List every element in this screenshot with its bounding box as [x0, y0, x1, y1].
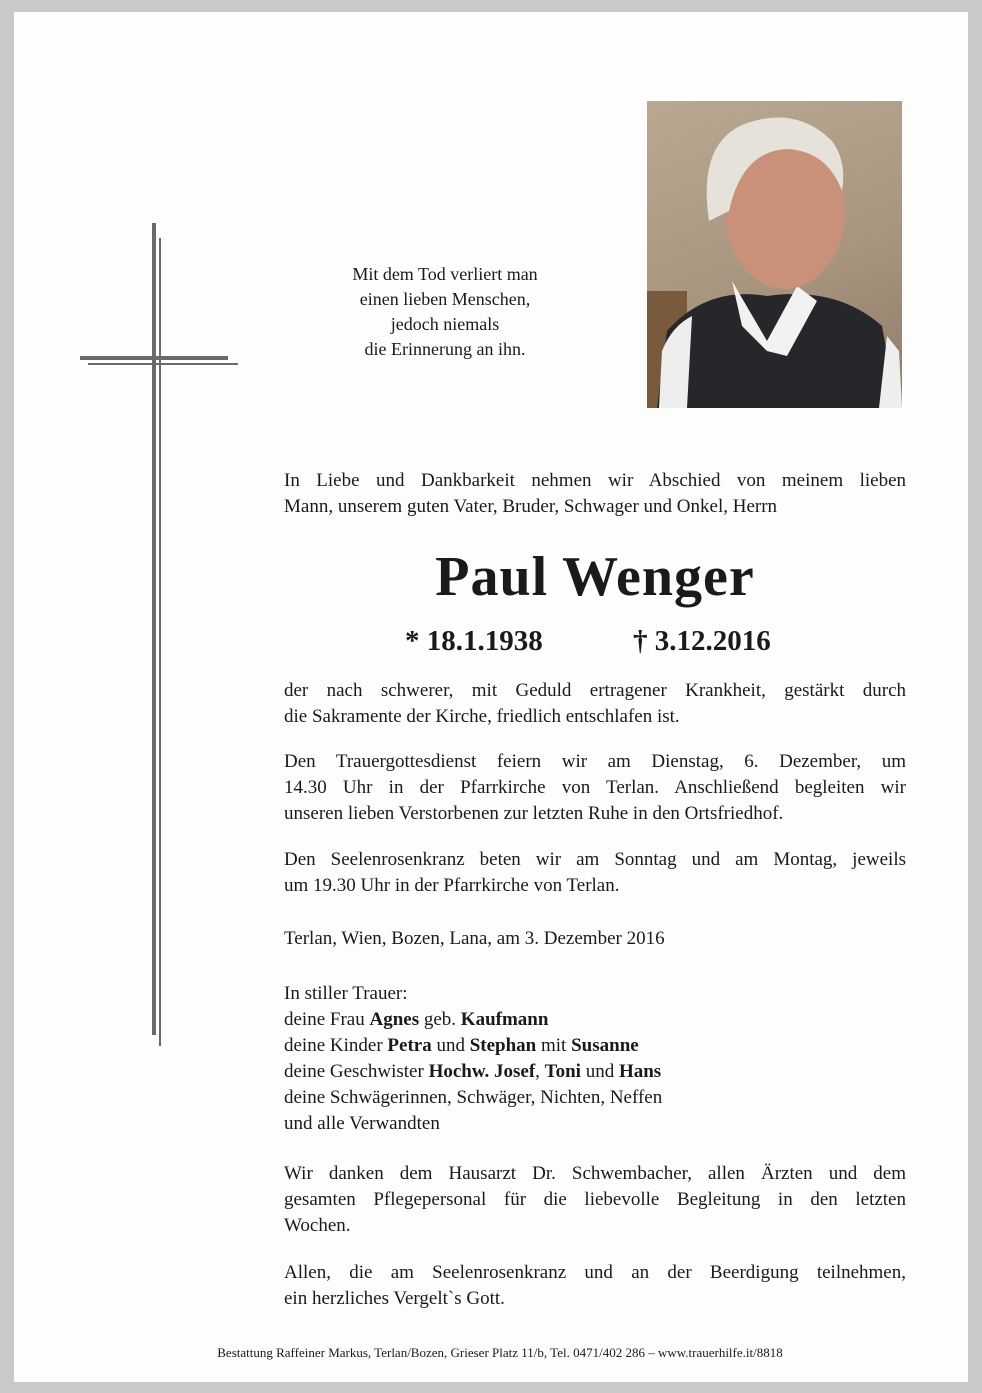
- paragraph-illness: [284, 678, 906, 730]
- funeral-home-footer: Bestattung Raffeiner Markus, Terlan/Bozen, Grieser Platz 11/b, Tel. 0471/402 286 – www.trauerhilfe.it/8818: [217, 1345, 783, 1360]
- text-line: Wochen.: [284, 1215, 351, 1236]
- quote-line: jedoch niemals: [390, 314, 500, 334]
- paragraph-rosary: [284, 847, 906, 899]
- text: deine Geschwister: [284, 1061, 429, 1082]
- birth-date: * 18.1.1938: [405, 625, 543, 657]
- portrait-photo: [647, 101, 902, 408]
- name: Agnes: [369, 1009, 420, 1030]
- name: Petra: [387, 1035, 432, 1056]
- text: deine Kinder: [284, 1035, 388, 1056]
- memorial-quote: [300, 262, 590, 362]
- text-line: 14.30 Uhr in der Pfarrkirche von Terlan. Anschließend begleiten wir: [284, 777, 906, 798]
- text-line: Den Seelenrosenkranz beten wir am Sonntag und am Montag, jeweils: [284, 849, 906, 870]
- deceased-name: Paul Wenger: [435, 546, 755, 608]
- text: mit: [536, 1035, 572, 1056]
- text: und: [431, 1035, 470, 1056]
- place-date: Terlan, Wien, Bozen, Lana, am 3. Dezember 2016: [284, 928, 665, 949]
- text-line: die Sakramente der Kirche, friedlich entschlafen ist.: [284, 706, 680, 727]
- quote-line: Mit dem Tod verliert man: [352, 264, 538, 284]
- mourner-line: [284, 1007, 662, 1033]
- text-line: Den Trauergottesdienst feiern wir am Dienstag, 6. Dezember, um: [284, 751, 906, 772]
- name: Stephan: [469, 1035, 537, 1056]
- text-line: Wir danken dem Hausarzt Dr. Schwembacher, allen Ärzten und dem: [284, 1163, 906, 1184]
- mourner-line: deine Schwägerinnen, Schwäger, Nichten, Neffen: [284, 1087, 663, 1108]
- name: Toni: [544, 1061, 581, 1082]
- text: ,: [535, 1061, 545, 1082]
- mourner-line: und alle Verwandten: [284, 1113, 440, 1134]
- mourner-line: [284, 1059, 662, 1085]
- text: geb.: [419, 1009, 461, 1030]
- paragraph-funeral: [284, 749, 906, 827]
- mourners-heading: In stiller Trauer:: [284, 983, 408, 1004]
- name: Josef: [494, 1061, 536, 1082]
- quote-line: die Erinnerung an ihn.: [364, 339, 526, 359]
- name: Susanne: [571, 1035, 639, 1056]
- text: und: [580, 1061, 619, 1082]
- text: deine Frau: [284, 1009, 370, 1030]
- death-date: † 3.12.2016: [633, 625, 771, 657]
- text-line: Mann, unserem guten Vater, Bruder, Schwager und Onkel, Herrn: [284, 496, 778, 517]
- intro-text: [284, 468, 906, 520]
- text-line: ein herzliches Vergelt`s Gott.: [284, 1288, 505, 1309]
- paragraph-closing: [284, 1260, 906, 1312]
- text-line: gesamten Pflegepersonal für die liebevolle Begleitung in den letzten: [284, 1189, 906, 1210]
- paragraph-thanks: [284, 1161, 906, 1239]
- text-line: um 19.30 Uhr in der Pfarrkirche von Terlan.: [284, 875, 620, 896]
- text-line: Allen, die am Seelenrosenkranz und an der Beerdigung teilnehmen,: [284, 1262, 906, 1283]
- name: Kaufmann: [460, 1009, 549, 1030]
- name: Hochw.: [428, 1061, 490, 1082]
- mourner-line: [284, 1033, 662, 1059]
- text-line: unseren lieben Verstorbenen zur letzten Ruhe in den Ortsfriedhof.: [284, 803, 784, 824]
- quote-line: einen lieben Menschen,: [359, 289, 531, 309]
- text-line: der nach schwerer, mit Geduld ertragener Krankheit, gestärkt durch: [284, 680, 906, 701]
- text-line: In Liebe und Dankbarkeit nehmen wir Abschied von meinem lieben: [284, 470, 906, 491]
- mourners-list: [284, 981, 662, 1137]
- name: Hans: [618, 1061, 662, 1082]
